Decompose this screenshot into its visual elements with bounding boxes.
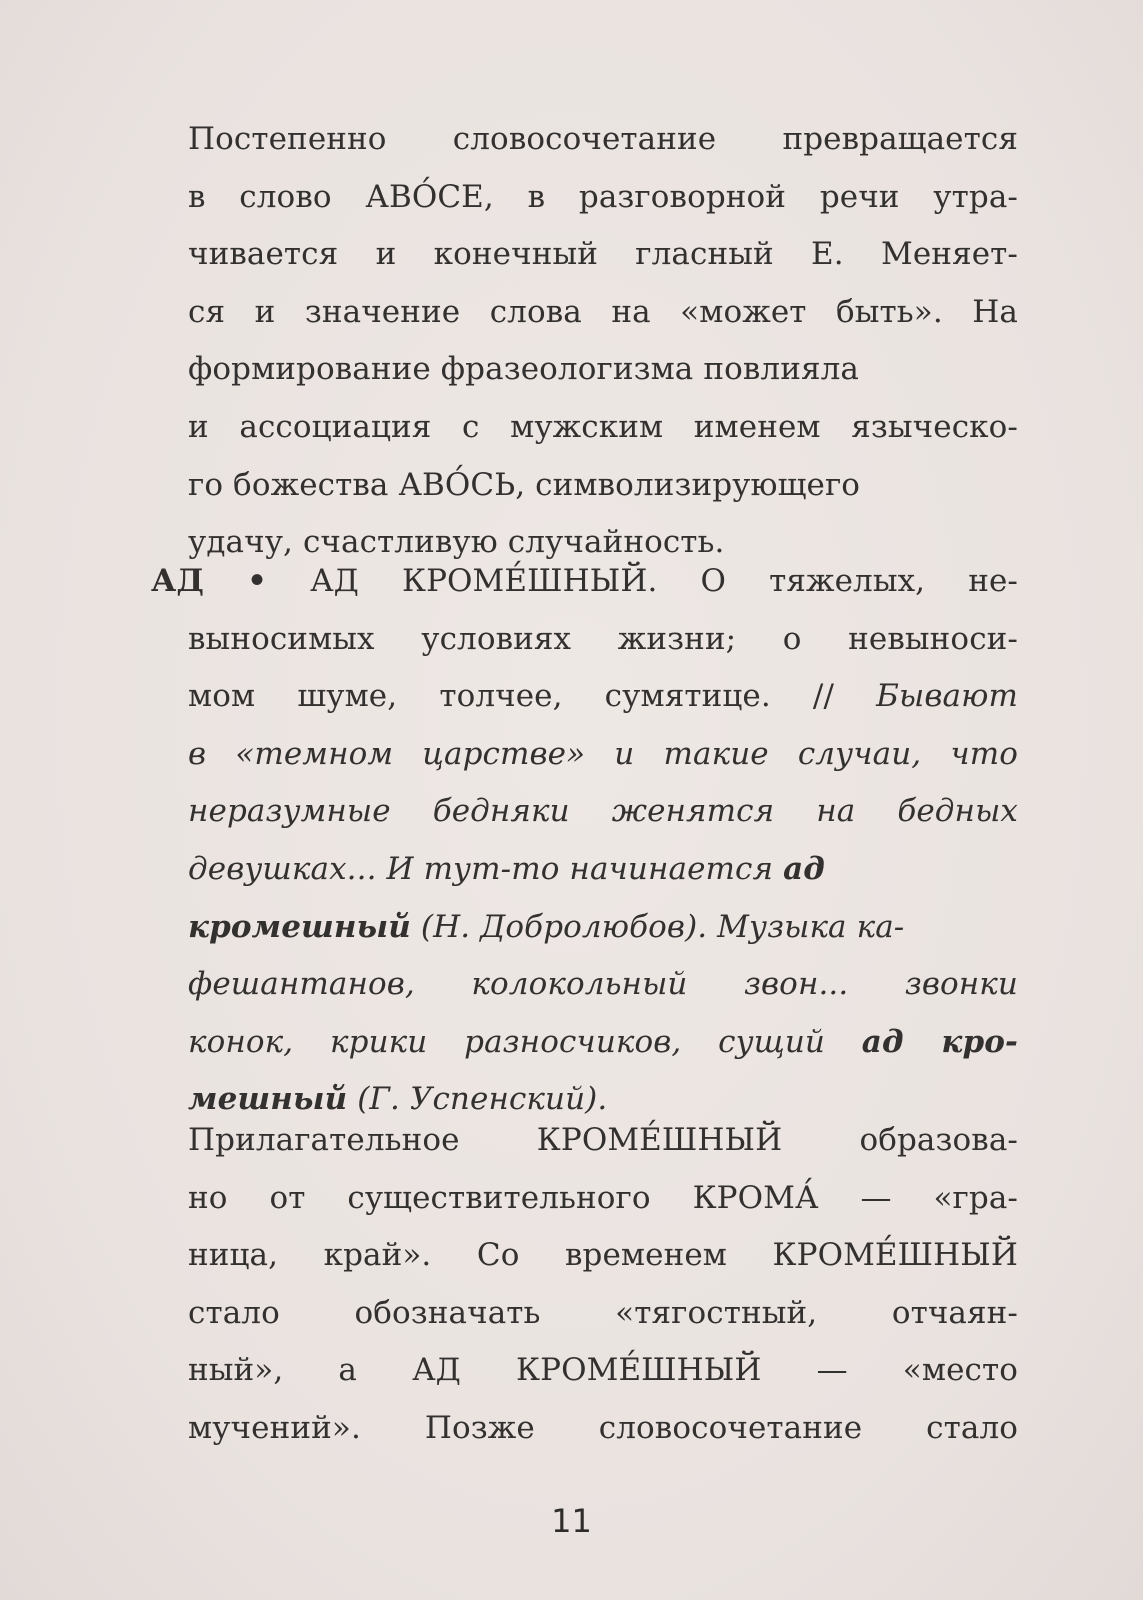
text-line: чивается и конечный гласный Е. Меняет- xyxy=(188,236,1018,273)
text-line: го божества АВО́СЬ, символизирующего xyxy=(188,466,861,503)
quote-start: Бывают xyxy=(876,678,1018,715)
text-line: стало обозначать «тягостный, отчаян- xyxy=(188,1294,1018,1331)
text-line: удачу, счастливую случайность. xyxy=(188,524,725,561)
text-line: Постепенно словосочетание превращается xyxy=(188,121,1018,157)
text-line: в слово АВО́СЕ, в разговорной речи утра- xyxy=(188,178,1018,215)
quote-text: конок, крики разносчиков, сущий xyxy=(188,1023,862,1060)
text-line: мучений». Позже словосочетание стало xyxy=(188,1409,1018,1446)
quote-line: фешантанов, колокольный звон... звонки xyxy=(188,966,1018,1003)
text-line xyxy=(188,668,1018,726)
quote-line: неразумные бедняки женятся на бедных xyxy=(188,793,1018,830)
entry-headword: АД xyxy=(151,563,205,599)
quote-text: (Н. Добролюбов). Музыка ка- xyxy=(410,908,905,945)
quote-highlight: кромешный xyxy=(188,908,411,945)
entry-headline xyxy=(151,553,1018,611)
quote-line xyxy=(188,841,1018,899)
bullet-icon: • xyxy=(247,563,267,599)
quote-line xyxy=(188,899,1018,957)
entry-phrase: АД КРОМЕ́ШНЫЙ xyxy=(310,563,648,599)
quote-highlight: мешный xyxy=(188,1081,348,1118)
text-line: и ассоциация с мужским именем языческо- xyxy=(188,408,1018,445)
dictionary-entry-ad xyxy=(151,553,1018,1129)
paragraph-avos-etymology xyxy=(188,111,1018,572)
definition-end: мом шуме, толчее, сумятице. // xyxy=(188,678,877,715)
quote-highlight: ад xyxy=(783,850,825,887)
quote-text: (Г. Успенский). xyxy=(347,1081,608,1118)
quote-line: в «темном царстве» и такие случаи, что xyxy=(188,735,1018,772)
text-line: выносимых условиях жизни; о невыноси- xyxy=(188,620,1018,657)
quote-text: девушках... И тут-то начинается xyxy=(188,850,784,887)
text-line: но от существительного КРОМА́ — «гра- xyxy=(188,1179,1018,1216)
quote-line xyxy=(188,1014,1018,1072)
text-line: ся и значение слова на «может быть». На xyxy=(188,293,1018,330)
text-line: ный», а АД КРОМЕ́ШНЫЙ — «место xyxy=(188,1352,1018,1389)
quote-highlight: ад кро- xyxy=(861,1023,1018,1060)
text-line: ница, край». Со временем КРОМЕ́ШНЫЙ xyxy=(188,1237,1018,1274)
text-line: Прилагательное КРОМЕ́ШНЫЙ образова- xyxy=(188,1122,1018,1158)
page-number: 11 xyxy=(551,1502,592,1540)
paragraph-kromeshny-etymology xyxy=(188,1112,1018,1458)
entry-definition-start: . О тяжелых, не- xyxy=(647,563,1018,599)
text-line: формирование фразеологизма повлияла xyxy=(188,351,859,388)
